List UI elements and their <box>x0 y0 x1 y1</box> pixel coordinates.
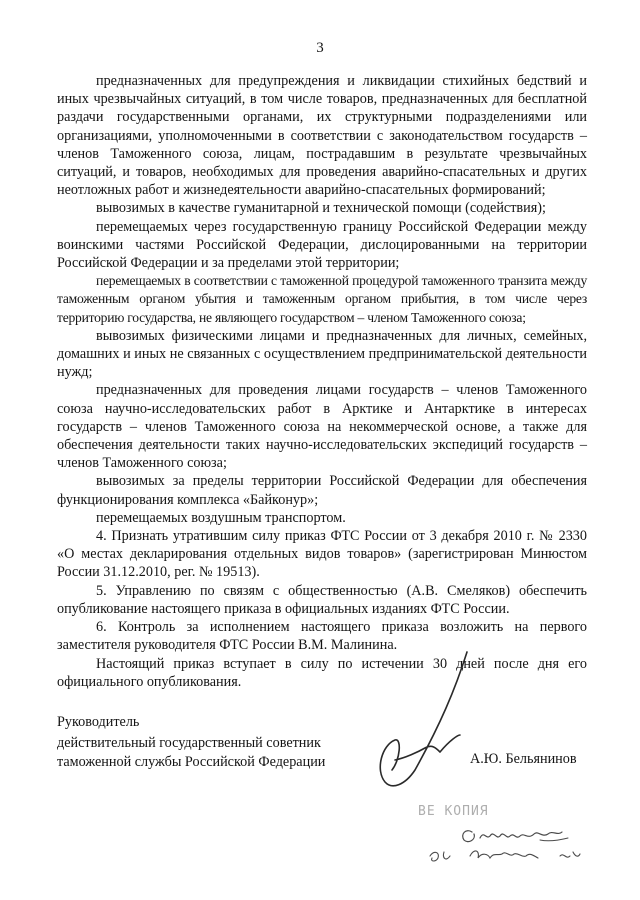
page-number: 3 <box>316 40 324 56</box>
list-item: вывозимых за пределы территории Российской Федерации для обеспечения функционирования комплекса «Байконур»; <box>57 473 587 508</box>
signatory-rank-line-1: действительный государственный советник <box>57 735 321 751</box>
clause-5: 5. Управлению по связям с общественностью (А.В. Смеляков) обеспечить опубликование настоящего приказа в официальных изданиях ФТС России. <box>57 582 587 617</box>
effective-date-clause: Настоящий приказ вступает в силу по истечении 30 дней после дня его официального опубликования. <box>57 655 587 690</box>
signatory-title <box>57 713 357 772</box>
stamp-faint-text: ВЕ КОПИЯ <box>418 804 489 819</box>
copy-certification-stamp <box>410 800 590 880</box>
list-item: вывозимых физическими лицами и предназначенных для личных, семейных, домашних и иных не связанных с осуществлением предпринимательской деятельности нужд; <box>57 327 587 381</box>
list-item: перемещаемых в соответствии с таможенной процедурой таможенного транзита между таможенным органом убытия и таможенным органом прибытия, в том числе через территорию государства, не являющего государством – членом Таможенного союза; <box>57 273 587 325</box>
signatory-position: Руководитель <box>57 714 140 730</box>
signatory-name: А.Ю. Бельянинов <box>470 751 577 767</box>
list-item: предназначенных для предупреждения и ликвидации стихийных бедствий и иных чрезвычайных ситуаций, в том числе товаров, предназначенных для бесплатной раздачи государственными органами, их структурными подразделениями или организациями, уполномоченными в соответствии с законодательством государств – членов Таможенного союза, лицам, пострадавшим в результате чрезвычайных ситуаций, и товаров, необходимых для проведения аварийно-спасательных и других неотложных работ и жизнедеятельности аварийно-спасательных формирований; <box>57 73 587 199</box>
list-item: вывозимых в качестве гуманитарной и технической помощи (содействия); <box>96 200 546 217</box>
document-body <box>57 72 587 691</box>
list-item: предназначенных для проведения лицами государств – членов Таможенного союза научно-исследовательских работ в Арктике и Антарктике в интересах государств – членов Таможенного союза на некоммерческой основе, а также для обеспечения деятельности таких научно-исследовательских экспедиций государств – членов Таможенного союза; <box>57 382 587 472</box>
signatory-rank-line-2: таможенной службы Российской Федерации <box>57 754 326 770</box>
clause-4: 4. Признать утратившим силу приказ ФТС России от 3 декабря 2010 г. № 2330 «О местах декларирования отдельных видов товаров» (зарегистрирован Минюстом России 31.12.2010, рег. № 19513). <box>57 528 587 581</box>
list-item: перемещаемых через государственную границу Российской Федерации между воинскими частями Российской Федерации, дислоцированными на территории Российской Федерации и за пределами этой территории; <box>57 218 587 272</box>
clause-6: 6. Контроль за исполнением настоящего приказа возложить на первого заместителя руководителя ФТС России В.М. Малинина. <box>57 619 587 654</box>
list-item: перемещаемых воздушным транспортом. <box>96 509 346 526</box>
